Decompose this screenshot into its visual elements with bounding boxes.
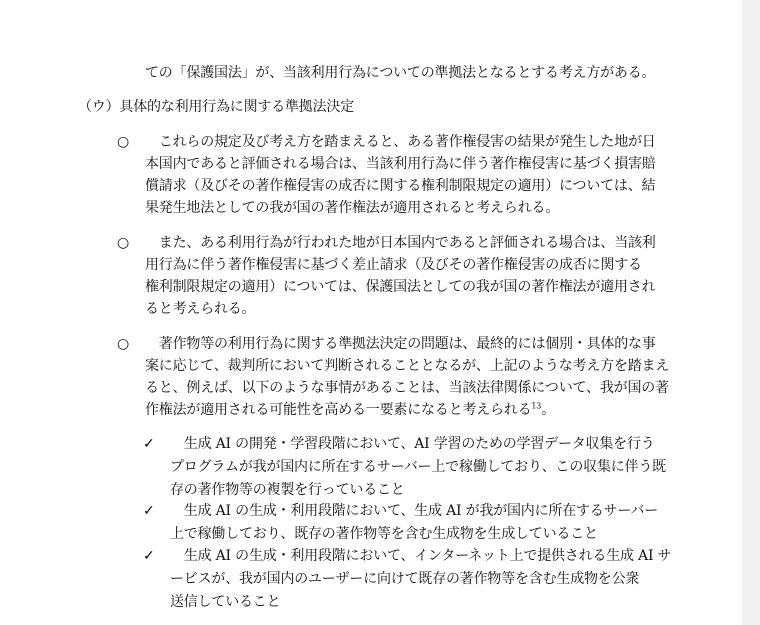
checklist-line: 生成 AI の生成・利用段階において、生成 AI が我が国内に所在するサーバー [170, 503, 659, 519]
checklist-line: 上で稼働しており、既存の著作物等を含む生成物を生成していること [170, 526, 598, 542]
paragraph-line: ると、例えば、以下のような事情があることは、当該法律関係について、我が国の著 [145, 380, 669, 396]
paragraph-line: ると考えられる。 [145, 301, 256, 317]
scrollbar-track[interactable] [742, 0, 760, 625]
checklist-line: 存の著作物等の複製を行っていること [170, 482, 405, 498]
bullet-circle-icon: ○ [117, 235, 130, 251]
checklist-line: ービスが、我が国内のユーザーに向けて既存の著作物等を含む生成物を公衆 [170, 571, 640, 587]
paragraph-line: 作権法が適用される可能性を高める一要素になると考えられる [145, 402, 532, 418]
checklist-line: 生成 AI の生成・利用段階において、インターネット上で提供される生成 AI サ [170, 548, 672, 564]
intro-line: ての「保護国法」が、当該利用行為についての準拠法となるとする考え方がある。 [145, 65, 656, 81]
paragraph-line: 償請求（及びその著作権侵害の成否に関する権利制限規定の適用）については、結 [145, 178, 656, 194]
checklist-line: 送信していること [170, 594, 281, 610]
checklist-line: 生成 AI の開発・学習段階において、AI 学習のための学習データ収集を行う [170, 436, 655, 452]
paragraph-line: 用行為に伴う著作権侵害に基づく差止請求（及びその著作権侵害の成否に関する [145, 257, 642, 273]
check-mark-icon: ✓ [143, 503, 155, 519]
check-mark-icon: ✓ [143, 548, 155, 564]
paragraph-line: 果発生地法としての我が国の著作権法が適用されると考えられる。 [145, 200, 559, 216]
paragraph-last-line [145, 399, 555, 421]
bullet-circle-icon: ○ [117, 134, 130, 150]
footnote-ref[interactable]: 13 [531, 401, 542, 411]
section-heading: （ウ）具体的な利用行為に関する準拠法決定 [78, 99, 354, 115]
paragraph-line: 案に応じて、裁判所において判断されることとなるが、上記のような考え方を踏まえ [145, 358, 670, 374]
checklist-line: プログラムが我が国内に所在するサーバー上で稼働しており、この収集に伴う既 [170, 459, 666, 475]
bullet-circle-icon: ○ [117, 336, 130, 352]
paragraph-line: これらの規定及び考え方を踏まえると、ある著作権侵害の結果が発生した地が日 [145, 134, 656, 150]
paragraph-line: 本国内であると評価される場合は、当該利用行為に伴う著作権侵害に基づく損害賠 [145, 156, 656, 172]
paragraph-line: また、ある利用行為が行われた地が日本国内であると評価される場合は、当該利 [145, 235, 656, 251]
paragraph-line: 著作物等の利用行為に関する準拠法決定の問題は、最終的には個別・具体的な事 [145, 336, 656, 352]
paragraph-tail: 。 [541, 402, 555, 418]
check-mark-icon: ✓ [143, 436, 155, 452]
paragraph-line: 権利制限規定の適用）については、保護国法としての我が国の著作権法が適用され [145, 279, 656, 295]
